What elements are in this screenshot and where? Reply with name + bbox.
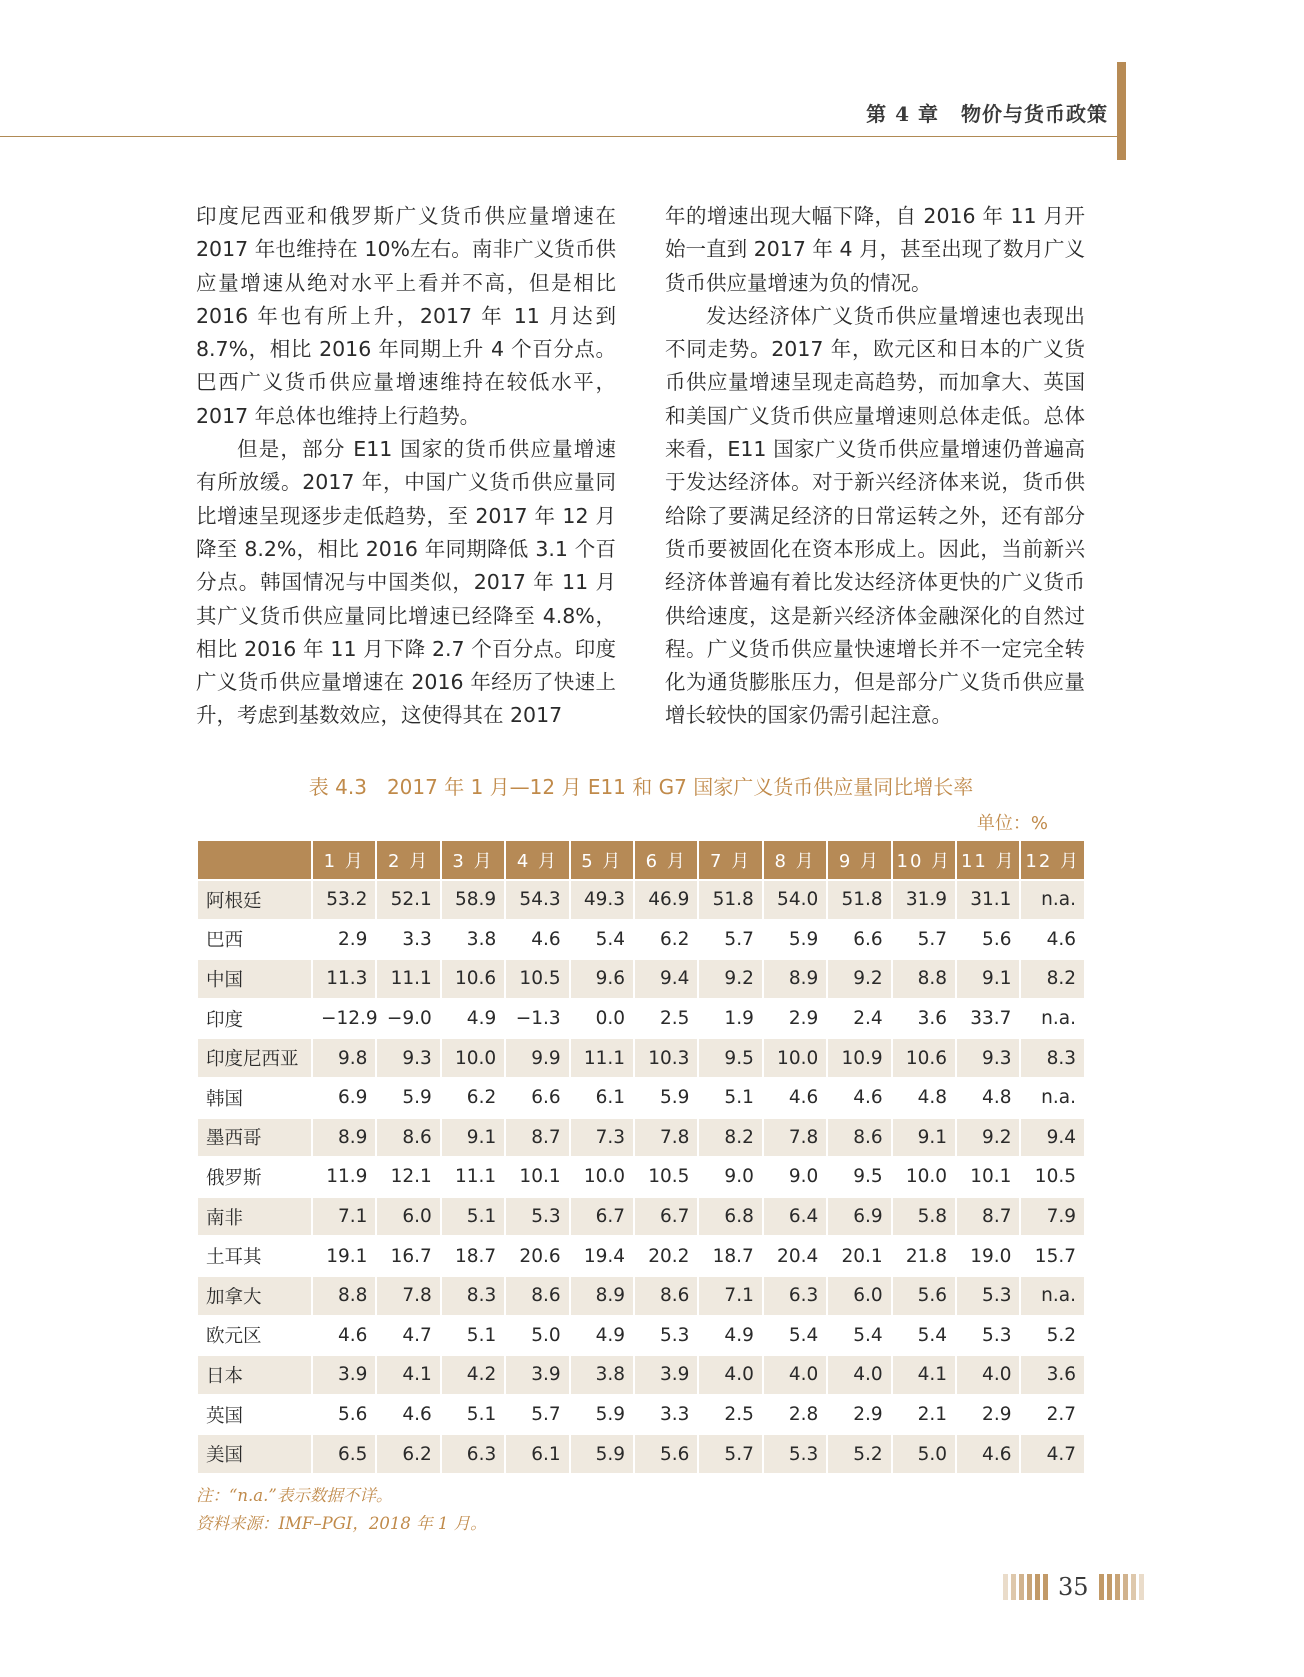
value-cell: 6.4: [764, 1198, 826, 1236]
value-cell: 6.1: [571, 1079, 633, 1117]
value-cell: 4.9: [699, 1317, 761, 1355]
value-cell: 9.2: [957, 1119, 1019, 1157]
value-cell: 7.8: [377, 1277, 439, 1315]
body-paragraph: 印度尼西亚和俄罗斯广义货币供应量增速在 2017 年也维持在 10%左右。南非广义货币供应量增速从绝对水平上看并不高，但是相比 2016 年也有所上升，2017 年 11 月达到 8.7%，相比 2016 年同期上升 4 个百分点。巴西广义货币供应量增速维持在较低水平，2017 年总体也维持上行趋势。: [196, 204, 616, 428]
value-cell: n.a.: [1021, 881, 1084, 919]
page-number: 35: [1058, 1573, 1089, 1601]
value-cell: 18.7: [442, 1237, 504, 1275]
value-cell: 9.1: [442, 1119, 504, 1157]
value-cell: 4.8: [893, 1079, 955, 1117]
value-cell: 5.9: [571, 1396, 633, 1434]
value-cell: 4.7: [1021, 1435, 1084, 1473]
body-paragraph: 但是，部分 E11 国家的货币供应量增速有所放缓。2017 年，中国广义货币供应量同比增速呈现逐步走低趋势，至 2017 年 12 月降至 8.2%，相比 2016 年同期降低 3.1 个百分点。韩国情况与中国类似，2017 年 11 月其广义货币供应量同比增速已经降至 4.8%，相比 2016 年 11 月下降 2.7 个百分点。印度广义货币供应量增速在 2016 年经历了快速上升，考虑到基数效应，这使得其在 2017: [196, 437, 616, 728]
value-cell: 21.8: [893, 1237, 955, 1275]
table-row: [198, 1317, 1084, 1355]
value-cell: 10.6: [442, 960, 504, 998]
value-cell: 9.5: [828, 1158, 890, 1196]
value-cell: 4.6: [764, 1079, 826, 1117]
value-cell: 6.9: [828, 1198, 890, 1236]
value-cell: 4.9: [571, 1317, 633, 1355]
value-cell: 3.6: [1021, 1356, 1084, 1394]
country-name: 中国: [198, 960, 311, 998]
page-number-stripes-left: [1003, 1574, 1048, 1600]
body-paragraph: 发达经济体广义货币供应量增速也表现出不同走势。2017 年，欧元区和日本的广义货币供应量增速呈现走高趋势，而加拿大、英国和美国广义货币供应量增速则总体走低。总体来看，E11 国家广义货币供应量增速仍普遍高于发达经济体。对于新兴经济体来说，货币供给除了要满足经济的日常运转之外，还有部分货币要被固化在资本形成上。因此，当前新兴经济体普遍有着比发达经济体更快的广义货币供给速度，这是新兴经济体金融深化的自然过程。广义货币供应量快速增长并不一定完全转化为通货膨胀压力，但是部分广义货币供应量增长较快的国家仍需引起注意。: [665, 303, 1085, 728]
value-cell: 5.3: [764, 1435, 826, 1473]
value-cell: 10.9: [828, 1039, 890, 1077]
value-cell: 10.5: [506, 960, 568, 998]
table-source: 资料来源：IMF–PGI，2018 年 1 月。: [196, 1514, 487, 1533]
value-cell: 9.2: [828, 960, 890, 998]
value-cell: 3.9: [313, 1356, 375, 1394]
value-cell: 5.6: [313, 1396, 375, 1434]
value-cell: 8.9: [764, 960, 826, 998]
table-caption: 表 4.3 2017 年 1 月—12 月 E11 和 G7 国家广义货币供应量同比增长率: [308, 775, 974, 799]
chapter-title: 物价与货币政策: [961, 102, 1108, 126]
value-cell: 6.6: [828, 921, 890, 959]
value-cell: 58.9: [442, 881, 504, 919]
value-cell: 51.8: [699, 881, 761, 919]
table-row: [198, 1119, 1084, 1157]
value-cell: 5.6: [957, 921, 1019, 959]
value-cell: 5.4: [764, 1317, 826, 1355]
value-cell: 16.7: [377, 1237, 439, 1275]
value-cell: 10.1: [506, 1158, 568, 1196]
country-name: 阿根廷: [198, 881, 311, 919]
value-cell: 19.4: [571, 1237, 633, 1275]
value-cell: 5.3: [957, 1317, 1019, 1355]
country-name: 印度尼西亚: [198, 1039, 311, 1077]
value-cell: 6.3: [442, 1435, 504, 1473]
page-number-stripes-right: [1099, 1574, 1144, 1600]
header-rule: [0, 136, 1117, 137]
value-cell: 9.3: [377, 1039, 439, 1077]
country-name: 韩国: [198, 1079, 311, 1117]
value-cell: 5.9: [764, 921, 826, 959]
value-cell: 5.4: [893, 1317, 955, 1355]
value-cell: −9.0: [377, 1000, 439, 1038]
table-row: [198, 881, 1084, 919]
table-corner-cell: [198, 841, 311, 879]
value-cell: 5.2: [828, 1435, 890, 1473]
value-cell: 3.3: [635, 1396, 697, 1434]
value-cell: 8.9: [313, 1119, 375, 1157]
value-cell: 19.1: [313, 1237, 375, 1275]
value-cell: 2.9: [764, 1000, 826, 1038]
country-name: 欧元区: [198, 1317, 311, 1355]
value-cell: 5.8: [893, 1198, 955, 1236]
value-cell: 5.3: [957, 1277, 1019, 1315]
value-cell: 4.1: [377, 1356, 439, 1394]
value-cell: 6.9: [313, 1079, 375, 1117]
value-cell: 8.7: [506, 1119, 568, 1157]
value-cell: 5.0: [506, 1317, 568, 1355]
value-cell: 9.6: [571, 960, 633, 998]
value-cell: 4.6: [828, 1079, 890, 1117]
value-cell: 33.7: [957, 1000, 1019, 1038]
value-cell: 6.2: [377, 1435, 439, 1473]
value-cell: 3.9: [635, 1356, 697, 1394]
value-cell: 4.0: [764, 1356, 826, 1394]
value-cell: 10.3: [635, 1039, 697, 1077]
value-cell: 11.1: [571, 1039, 633, 1077]
value-cell: 8.6: [635, 1277, 697, 1315]
month-header: 1 月: [313, 841, 375, 879]
value-cell: 10.0: [442, 1039, 504, 1077]
country-name: 南非: [198, 1198, 311, 1236]
value-cell: 10.6: [893, 1039, 955, 1077]
value-cell: −1.3: [506, 1000, 568, 1038]
table-row: [198, 1039, 1084, 1077]
value-cell: 6.0: [377, 1198, 439, 1236]
value-cell: −12.9: [313, 1000, 375, 1038]
value-cell: 51.8: [828, 881, 890, 919]
value-cell: 6.2: [442, 1079, 504, 1117]
table-row: [198, 1396, 1084, 1434]
value-cell: 1.9: [699, 1000, 761, 1038]
country-name: 土耳其: [198, 1237, 311, 1275]
value-cell: 5.6: [893, 1277, 955, 1315]
table-row: [198, 1356, 1084, 1394]
value-cell: 5.1: [442, 1396, 504, 1434]
value-cell: 52.1: [377, 881, 439, 919]
value-cell: 6.3: [764, 1277, 826, 1315]
month-header: 6 月: [635, 841, 697, 879]
value-cell: 5.4: [828, 1317, 890, 1355]
country-name: 墨西哥: [198, 1119, 311, 1157]
value-cell: 8.2: [699, 1119, 761, 1157]
chapter-number: 第 4 章: [866, 102, 939, 126]
table-header-row: [198, 841, 1084, 879]
country-name: 巴西: [198, 921, 311, 959]
table-notes: [196, 1482, 487, 1538]
value-cell: 3.3: [377, 921, 439, 959]
value-cell: 10.5: [1021, 1158, 1084, 1196]
value-cell: 4.0: [699, 1356, 761, 1394]
value-cell: 5.9: [635, 1079, 697, 1117]
value-cell: 2.9: [313, 921, 375, 959]
value-cell: 8.6: [377, 1119, 439, 1157]
value-cell: 7.8: [635, 1119, 697, 1157]
table-row: [198, 1277, 1084, 1315]
table-row: [198, 1000, 1084, 1038]
country-name: 加拿大: [198, 1277, 311, 1315]
value-cell: 5.1: [442, 1317, 504, 1355]
value-cell: 4.6: [506, 921, 568, 959]
table-row: [198, 1435, 1084, 1473]
month-header: 11 月: [957, 841, 1019, 879]
value-cell: 5.4: [571, 921, 633, 959]
value-cell: 0.0: [571, 1000, 633, 1038]
left-column: [196, 200, 616, 733]
value-cell: 11.1: [377, 960, 439, 998]
table-body: [198, 881, 1084, 1473]
value-cell: 3.9: [506, 1356, 568, 1394]
value-cell: 5.1: [442, 1198, 504, 1236]
value-cell: 6.5: [313, 1435, 375, 1473]
value-cell: 20.6: [506, 1237, 568, 1275]
value-cell: 3.6: [893, 1000, 955, 1038]
value-cell: 18.7: [699, 1237, 761, 1275]
value-cell: 5.7: [893, 921, 955, 959]
value-cell: 11.1: [442, 1158, 504, 1196]
value-cell: 31.9: [893, 881, 955, 919]
value-cell: 5.7: [506, 1396, 568, 1434]
value-cell: 4.2: [442, 1356, 504, 1394]
right-column: [665, 200, 1085, 733]
month-header: 7 月: [699, 841, 761, 879]
value-cell: 5.0: [893, 1435, 955, 1473]
value-cell: 20.1: [828, 1237, 890, 1275]
value-cell: 8.7: [957, 1198, 1019, 1236]
table-row: [198, 921, 1084, 959]
value-cell: 5.7: [699, 1435, 761, 1473]
value-cell: 5.3: [506, 1198, 568, 1236]
value-cell: 5.1: [699, 1079, 761, 1117]
value-cell: 9.4: [635, 960, 697, 998]
table-row: [198, 1079, 1084, 1117]
value-cell: 46.9: [635, 881, 697, 919]
value-cell: 6.1: [506, 1435, 568, 1473]
value-cell: 7.1: [313, 1198, 375, 1236]
table-row: [198, 1237, 1084, 1275]
value-cell: 19.0: [957, 1237, 1019, 1275]
value-cell: 9.9: [506, 1039, 568, 1077]
value-cell: 4.0: [828, 1356, 890, 1394]
month-header: 8 月: [764, 841, 826, 879]
table-row: [198, 1198, 1084, 1236]
running-header: [866, 98, 1108, 127]
month-header: 9 月: [828, 841, 890, 879]
value-cell: 4.9: [442, 1000, 504, 1038]
value-cell: 5.7: [699, 921, 761, 959]
body-paragraph: 年的增速出现大幅下降，自 2016 年 11 月开始一直到 2017 年 4 月，甚至出现了数月广义货币供应量增速为负的情况。: [665, 204, 1085, 295]
value-cell: 9.3: [957, 1039, 1019, 1077]
value-cell: 4.8: [957, 1079, 1019, 1117]
value-cell: n.a.: [1021, 1000, 1084, 1038]
value-cell: 54.3: [506, 881, 568, 919]
value-cell: 6.7: [635, 1198, 697, 1236]
month-header: 2 月: [377, 841, 439, 879]
value-cell: n.a.: [1021, 1277, 1084, 1315]
value-cell: 9.0: [764, 1158, 826, 1196]
value-cell: 2.1: [893, 1396, 955, 1434]
value-cell: 10.0: [571, 1158, 633, 1196]
table-row: [198, 1158, 1084, 1196]
value-cell: 3.8: [571, 1356, 633, 1394]
value-cell: 10.0: [893, 1158, 955, 1196]
value-cell: 6.8: [699, 1198, 761, 1236]
value-cell: 4.6: [377, 1396, 439, 1434]
month-header: 5 月: [571, 841, 633, 879]
value-cell: 5.9: [571, 1435, 633, 1473]
value-cell: 8.6: [828, 1119, 890, 1157]
value-cell: 8.8: [893, 960, 955, 998]
value-cell: 2.8: [764, 1396, 826, 1434]
value-cell: 7.3: [571, 1119, 633, 1157]
value-cell: 54.0: [764, 881, 826, 919]
country-name: 俄罗斯: [198, 1158, 311, 1196]
table-note: 注：“n.a.”表示数据不详。: [196, 1486, 393, 1505]
value-cell: 4.6: [313, 1317, 375, 1355]
value-cell: 9.4: [1021, 1119, 1084, 1157]
value-cell: 9.1: [957, 960, 1019, 998]
value-cell: n.a.: [1021, 1079, 1084, 1117]
value-cell: 10.0: [764, 1039, 826, 1077]
value-cell: 7.9: [1021, 1198, 1084, 1236]
value-cell: 8.9: [571, 1277, 633, 1315]
value-cell: 4.7: [377, 1317, 439, 1355]
value-cell: 9.2: [699, 960, 761, 998]
month-header: 10 月: [893, 841, 955, 879]
month-header: 4 月: [506, 841, 568, 879]
value-cell: 2.9: [957, 1396, 1019, 1434]
value-cell: 8.2: [1021, 960, 1084, 998]
table-row: [198, 960, 1084, 998]
value-cell: 11.3: [313, 960, 375, 998]
value-cell: 4.1: [893, 1356, 955, 1394]
value-cell: 9.0: [699, 1158, 761, 1196]
value-cell: 7.8: [764, 1119, 826, 1157]
value-cell: 2.7: [1021, 1396, 1084, 1434]
table-unit: 单位：%: [976, 813, 1048, 834]
value-cell: 5.9: [377, 1079, 439, 1117]
value-cell: 15.7: [1021, 1237, 1084, 1275]
country-name: 英国: [198, 1396, 311, 1434]
value-cell: 9.5: [699, 1039, 761, 1077]
value-cell: 9.8: [313, 1039, 375, 1077]
value-cell: 4.0: [957, 1356, 1019, 1394]
value-cell: 4.6: [957, 1435, 1019, 1473]
value-cell: 8.3: [1021, 1039, 1084, 1077]
header-accent-bar: [1117, 62, 1126, 160]
value-cell: 53.2: [313, 881, 375, 919]
value-cell: 2.9: [828, 1396, 890, 1434]
value-cell: 5.3: [635, 1317, 697, 1355]
country-name: 日本: [198, 1356, 311, 1394]
value-cell: 8.6: [506, 1277, 568, 1315]
value-cell: 4.6: [1021, 921, 1084, 959]
country-name: 美国: [198, 1435, 311, 1473]
value-cell: 6.0: [828, 1277, 890, 1315]
value-cell: 20.4: [764, 1237, 826, 1275]
value-cell: 10.1: [957, 1158, 1019, 1196]
value-cell: 6.2: [635, 921, 697, 959]
month-header: 12 月: [1021, 841, 1084, 879]
value-cell: 49.3: [571, 881, 633, 919]
country-name: 印度: [198, 1000, 311, 1038]
value-cell: 11.9: [313, 1158, 375, 1196]
money-supply-table: [196, 839, 1086, 1475]
month-header: 3 月: [442, 841, 504, 879]
value-cell: 2.4: [828, 1000, 890, 1038]
value-cell: 5.6: [635, 1435, 697, 1473]
value-cell: 8.3: [442, 1277, 504, 1315]
value-cell: 9.1: [893, 1119, 955, 1157]
value-cell: 8.8: [313, 1277, 375, 1315]
value-cell: 6.6: [506, 1079, 568, 1117]
value-cell: 12.1: [377, 1158, 439, 1196]
value-cell: 2.5: [635, 1000, 697, 1038]
value-cell: 10.5: [635, 1158, 697, 1196]
value-cell: 20.2: [635, 1237, 697, 1275]
value-cell: 2.5: [699, 1396, 761, 1434]
value-cell: 3.8: [442, 921, 504, 959]
page-footer: [1003, 1572, 1144, 1602]
value-cell: 31.1: [957, 881, 1019, 919]
value-cell: 5.2: [1021, 1317, 1084, 1355]
value-cell: 7.1: [699, 1277, 761, 1315]
value-cell: 6.7: [571, 1198, 633, 1236]
